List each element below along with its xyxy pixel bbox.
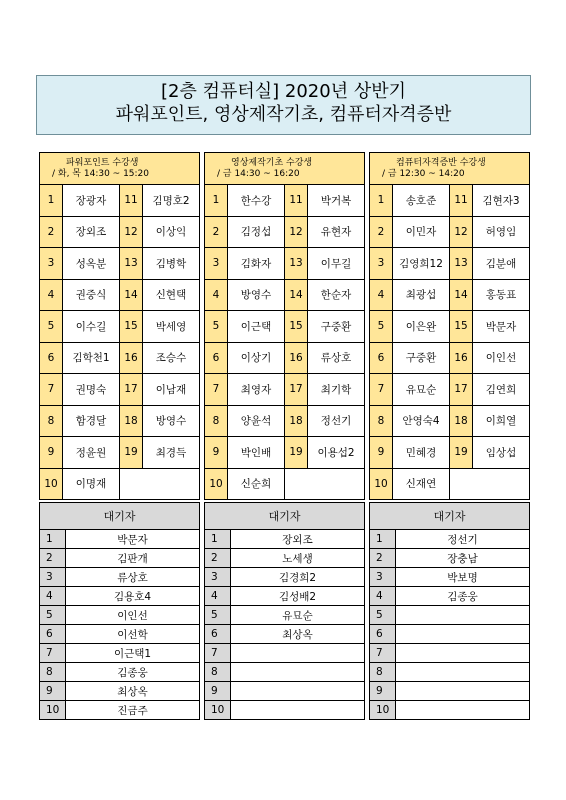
student-row: [205, 437, 365, 469]
waitlist-name: [231, 701, 365, 720]
student-row: [40, 468, 200, 500]
student-number: 13: [120, 248, 143, 280]
student-name: 안영숙4: [393, 405, 450, 437]
student-row: [40, 311, 200, 343]
student-name: 박세영: [143, 311, 200, 343]
waitlist-row: [40, 587, 200, 606]
student-row: [205, 311, 365, 343]
page-subtitle: 파워포인트, 영상제작기초, 컴퓨터자격증반: [115, 104, 452, 125]
student-number: 4: [370, 279, 393, 311]
student-number: 14: [450, 279, 473, 311]
waitlist-row: [370, 682, 530, 701]
student-row: [370, 279, 530, 311]
student-name: 민혜경: [393, 437, 450, 469]
student-row: [40, 437, 200, 469]
student-number: 3: [205, 248, 228, 280]
waitlist-header: 대기자: [205, 503, 365, 530]
waitlist-number: 10: [40, 701, 66, 720]
waitlist-number: 10: [370, 701, 396, 720]
student-name: 구중환: [308, 311, 365, 343]
waitlist-name: 박보명: [396, 568, 530, 587]
waitlist-name: [396, 625, 530, 644]
student-number: 12: [120, 216, 143, 248]
student-name: 박인배: [228, 437, 285, 469]
student-name: 김영희12: [393, 248, 450, 280]
student-number: 16: [450, 342, 473, 374]
waitlist-name: [396, 682, 530, 701]
waitlist-number: 8: [370, 663, 396, 682]
student-row: [40, 216, 200, 248]
student-number: 15: [120, 311, 143, 343]
waitlist-row: [205, 644, 365, 663]
student-name: 함경달: [63, 405, 120, 437]
student-number: 5: [40, 311, 63, 343]
waitlist-number: 8: [40, 663, 66, 682]
waitlist-table: [204, 502, 365, 720]
student-row: [205, 468, 365, 500]
waitlist-number: 9: [205, 682, 231, 701]
waitlist-number: 1: [205, 530, 231, 549]
student-number: 16: [285, 342, 308, 374]
student-name: 장외조: [63, 216, 120, 248]
student-name: 신순희: [228, 468, 285, 500]
class-column-video: [204, 152, 364, 720]
student-row: [205, 185, 365, 217]
student-row: [205, 374, 365, 406]
waitlist-number: 7: [205, 644, 231, 663]
student-number: 7: [370, 374, 393, 406]
waitlist-name: 이근택1: [66, 644, 200, 663]
waitlist-number: 10: [205, 701, 231, 720]
student-number: 19: [450, 437, 473, 469]
student-number: 8: [40, 405, 63, 437]
waitlist-number: 4: [205, 587, 231, 606]
student-name: 홍동표: [473, 279, 530, 311]
student-row: [40, 248, 200, 280]
roster-header: [40, 153, 200, 185]
student-name: 최광섭: [393, 279, 450, 311]
student-number: 15: [285, 311, 308, 343]
empty-cell: [450, 468, 530, 500]
waitlist-row: [40, 568, 200, 587]
waitlist-number: 9: [370, 682, 396, 701]
student-row: [370, 311, 530, 343]
waitlist-number: 6: [40, 625, 66, 644]
roster-header-title: 파워포인트 수강생: [66, 157, 139, 168]
student-number: 16: [120, 342, 143, 374]
student-name: 유묘순: [393, 374, 450, 406]
student-name: 김화자: [228, 248, 285, 280]
student-name: 임상섭: [473, 437, 530, 469]
student-name: 송호준: [393, 185, 450, 217]
waitlist-number: 1: [40, 530, 66, 549]
student-name: 한수강: [228, 185, 285, 217]
waitlist-row: [205, 549, 365, 568]
student-name: 이인선: [473, 342, 530, 374]
student-number: 6: [205, 342, 228, 374]
student-name: 최기학: [308, 374, 365, 406]
waitlist-row: [40, 682, 200, 701]
student-name: 박문자: [473, 311, 530, 343]
roster-header-schedule: / 화, 목 14:30 ~ 15:20: [52, 168, 149, 179]
student-row: [205, 248, 365, 280]
student-number: 6: [40, 342, 63, 374]
waitlist-row: [370, 606, 530, 625]
student-name: 조승수: [143, 342, 200, 374]
student-number: 4: [40, 279, 63, 311]
student-row: [370, 216, 530, 248]
waitlist-row: [205, 682, 365, 701]
student-number: 5: [370, 311, 393, 343]
student-name: 이희열: [473, 405, 530, 437]
student-number: 2: [205, 216, 228, 248]
student-number: 14: [120, 279, 143, 311]
waitlist-row: [370, 644, 530, 663]
student-number: 13: [285, 248, 308, 280]
student-name: 권명숙: [63, 374, 120, 406]
waitlist-number: 5: [40, 606, 66, 625]
student-name: 류상호: [308, 342, 365, 374]
student-name: 허영임: [473, 216, 530, 248]
student-number: 13: [450, 248, 473, 280]
waitlist-number: 9: [40, 682, 66, 701]
student-row: [370, 374, 530, 406]
waitlist-name: [396, 663, 530, 682]
waitlist-name: 김종웅: [396, 587, 530, 606]
student-number: 6: [370, 342, 393, 374]
student-number: 17: [120, 374, 143, 406]
student-name: 이상기: [228, 342, 285, 374]
waitlist-row: [40, 663, 200, 682]
student-number: 9: [40, 437, 63, 469]
waitlist-name: 이선학: [66, 625, 200, 644]
student-name: 신현택: [143, 279, 200, 311]
waitlist-row: [370, 587, 530, 606]
empty-cell: [120, 468, 200, 500]
waitlist-row: [40, 530, 200, 549]
student-name: 김현자3: [473, 185, 530, 217]
student-roster-table: [204, 152, 365, 500]
waitlist-row: [370, 625, 530, 644]
student-name: 이민자: [393, 216, 450, 248]
waitlist-number: 4: [370, 587, 396, 606]
student-roster-table: [369, 152, 530, 500]
waitlist-name: [396, 701, 530, 720]
roster-header-schedule: / 금 12:30 ~ 14:20: [382, 168, 465, 179]
student-name: 김병학: [143, 248, 200, 280]
student-name: 장광자: [63, 185, 120, 217]
waitlist-name: 김경희2: [231, 568, 365, 587]
waitlist-header: 대기자: [40, 503, 200, 530]
student-row: [205, 216, 365, 248]
student-number: 11: [285, 185, 308, 217]
student-name: 이수길: [63, 311, 120, 343]
student-number: 1: [205, 185, 228, 217]
waitlist-number: 5: [205, 606, 231, 625]
student-number: 8: [205, 405, 228, 437]
waitlist-name: [396, 606, 530, 625]
student-name: 이무길: [308, 248, 365, 280]
student-number: 10: [205, 468, 228, 500]
waitlist-name: 정선기: [396, 530, 530, 549]
student-number: 3: [370, 248, 393, 280]
page-title: [2층 컴퓨터실] 2020년 상반기: [161, 81, 406, 102]
student-row: [40, 405, 200, 437]
student-name: 방영수: [228, 279, 285, 311]
student-row: [370, 248, 530, 280]
waitlist-number: 7: [370, 644, 396, 663]
waitlist-name: 최상옥: [231, 625, 365, 644]
student-number: 18: [285, 405, 308, 437]
waitlist-number: 5: [370, 606, 396, 625]
waitlist-name: 장외조: [231, 530, 365, 549]
class-column-certificate: [369, 152, 529, 720]
waitlist-row: [205, 701, 365, 720]
student-name: 권중식: [63, 279, 120, 311]
waitlist-number: 2: [40, 549, 66, 568]
student-row: [40, 342, 200, 374]
student-number: 2: [40, 216, 63, 248]
waitlist-name: 장충남: [396, 549, 530, 568]
waitlist-name: 김용호4: [66, 587, 200, 606]
waitlist-row: [370, 530, 530, 549]
waitlist-name: 김성배2: [231, 587, 365, 606]
student-name: 신재연: [393, 468, 450, 500]
student-number: 3: [40, 248, 63, 280]
student-number: 8: [370, 405, 393, 437]
roster-header-title: 컴퓨터자격증반 수강생: [396, 157, 486, 168]
waitlist-number: 7: [40, 644, 66, 663]
waitlist-number: 2: [205, 549, 231, 568]
waitlist-name: [396, 644, 530, 663]
waitlist-number: 3: [40, 568, 66, 587]
student-name: 구중환: [393, 342, 450, 374]
waitlist-name: 노세생: [231, 549, 365, 568]
student-number: 12: [285, 216, 308, 248]
waitlist-number: 4: [40, 587, 66, 606]
waitlist-name: 김판개: [66, 549, 200, 568]
waitlist-number: 3: [205, 568, 231, 587]
roster-header: [205, 153, 365, 185]
student-name: 김정섭: [228, 216, 285, 248]
student-number: 12: [450, 216, 473, 248]
student-name: 정윤원: [63, 437, 120, 469]
waitlist-table: [39, 502, 200, 720]
waitlist-name: [231, 663, 365, 682]
student-number: 15: [450, 311, 473, 343]
waitlist-row: [205, 606, 365, 625]
student-row: [370, 405, 530, 437]
student-number: 18: [120, 405, 143, 437]
roster-header: [370, 153, 530, 185]
waitlist-table: [369, 502, 530, 720]
student-number: 17: [285, 374, 308, 406]
student-row: [205, 405, 365, 437]
student-number: 9: [205, 437, 228, 469]
waitlist-header: 대기자: [370, 503, 530, 530]
student-number: 2: [370, 216, 393, 248]
waitlist-row: [40, 701, 200, 720]
student-row: [205, 279, 365, 311]
waitlist-number: 6: [370, 625, 396, 644]
student-name: 최영자: [228, 374, 285, 406]
waitlist-row: [40, 549, 200, 568]
student-number: 10: [40, 468, 63, 500]
waitlist-row: [40, 644, 200, 663]
student-row: [370, 468, 530, 500]
student-name: 이근택: [228, 311, 285, 343]
class-column-powerpoint: [39, 152, 199, 720]
student-name: 정선기: [308, 405, 365, 437]
student-row: [40, 374, 200, 406]
waitlist-number: 1: [370, 530, 396, 549]
waitlist-number: 3: [370, 568, 396, 587]
student-row: [370, 185, 530, 217]
student-number: 11: [120, 185, 143, 217]
student-number: 4: [205, 279, 228, 311]
roster-header-schedule: / 금 14:30 ~ 16:20: [217, 168, 300, 179]
student-name: 유현자: [308, 216, 365, 248]
waitlist-row: [205, 530, 365, 549]
student-number: 11: [450, 185, 473, 217]
waitlist-name: [231, 682, 365, 701]
student-number: 7: [40, 374, 63, 406]
waitlist-name: 유묘순: [231, 606, 365, 625]
student-number: 9: [370, 437, 393, 469]
student-name: 김분애: [473, 248, 530, 280]
waitlist-name: 진금주: [66, 701, 200, 720]
student-name: 박거복: [308, 185, 365, 217]
student-name: 김학천1: [63, 342, 120, 374]
student-number: 1: [40, 185, 63, 217]
empty-cell: [285, 468, 365, 500]
student-name: 이상익: [143, 216, 200, 248]
waitlist-number: 8: [205, 663, 231, 682]
student-name: 방영수: [143, 405, 200, 437]
student-roster-table: [39, 152, 200, 500]
student-name: 한순자: [308, 279, 365, 311]
waitlist-name: 최상옥: [66, 682, 200, 701]
student-name: 최경득: [143, 437, 200, 469]
student-name: 김명호2: [143, 185, 200, 217]
waitlist-row: [370, 549, 530, 568]
waitlist-row: [370, 663, 530, 682]
student-row: [40, 279, 200, 311]
waitlist-row: [205, 568, 365, 587]
waitlist-row: [205, 663, 365, 682]
student-number: 14: [285, 279, 308, 311]
waitlist-row: [370, 701, 530, 720]
page-title-box: [36, 75, 531, 135]
waitlist-name: 김종웅: [66, 663, 200, 682]
student-name: 이용섭2: [308, 437, 365, 469]
student-number: 18: [450, 405, 473, 437]
waitlist-number: 6: [205, 625, 231, 644]
student-number: 19: [285, 437, 308, 469]
student-row: [40, 185, 200, 217]
student-name: 이은완: [393, 311, 450, 343]
student-number: 19: [120, 437, 143, 469]
waitlist-row: [40, 606, 200, 625]
student-name: 성옥분: [63, 248, 120, 280]
student-number: 7: [205, 374, 228, 406]
waitlist-name: 이인선: [66, 606, 200, 625]
waitlist-row: [40, 625, 200, 644]
student-number: 5: [205, 311, 228, 343]
student-row: [370, 342, 530, 374]
waitlist-name: [231, 644, 365, 663]
student-name: 양윤석: [228, 405, 285, 437]
student-name: 이명재: [63, 468, 120, 500]
student-name: 이남재: [143, 374, 200, 406]
roster-header-title: 영상제작기초 수강생: [231, 157, 313, 168]
student-row: [370, 437, 530, 469]
student-number: 10: [370, 468, 393, 500]
waitlist-name: 박문자: [66, 530, 200, 549]
waitlist-row: [205, 625, 365, 644]
student-number: 1: [370, 185, 393, 217]
student-row: [205, 342, 365, 374]
student-number: 17: [450, 374, 473, 406]
waitlist-name: 류상호: [66, 568, 200, 587]
waitlist-row: [205, 587, 365, 606]
waitlist-number: 2: [370, 549, 396, 568]
waitlist-row: [370, 568, 530, 587]
student-name: 김연희: [473, 374, 530, 406]
